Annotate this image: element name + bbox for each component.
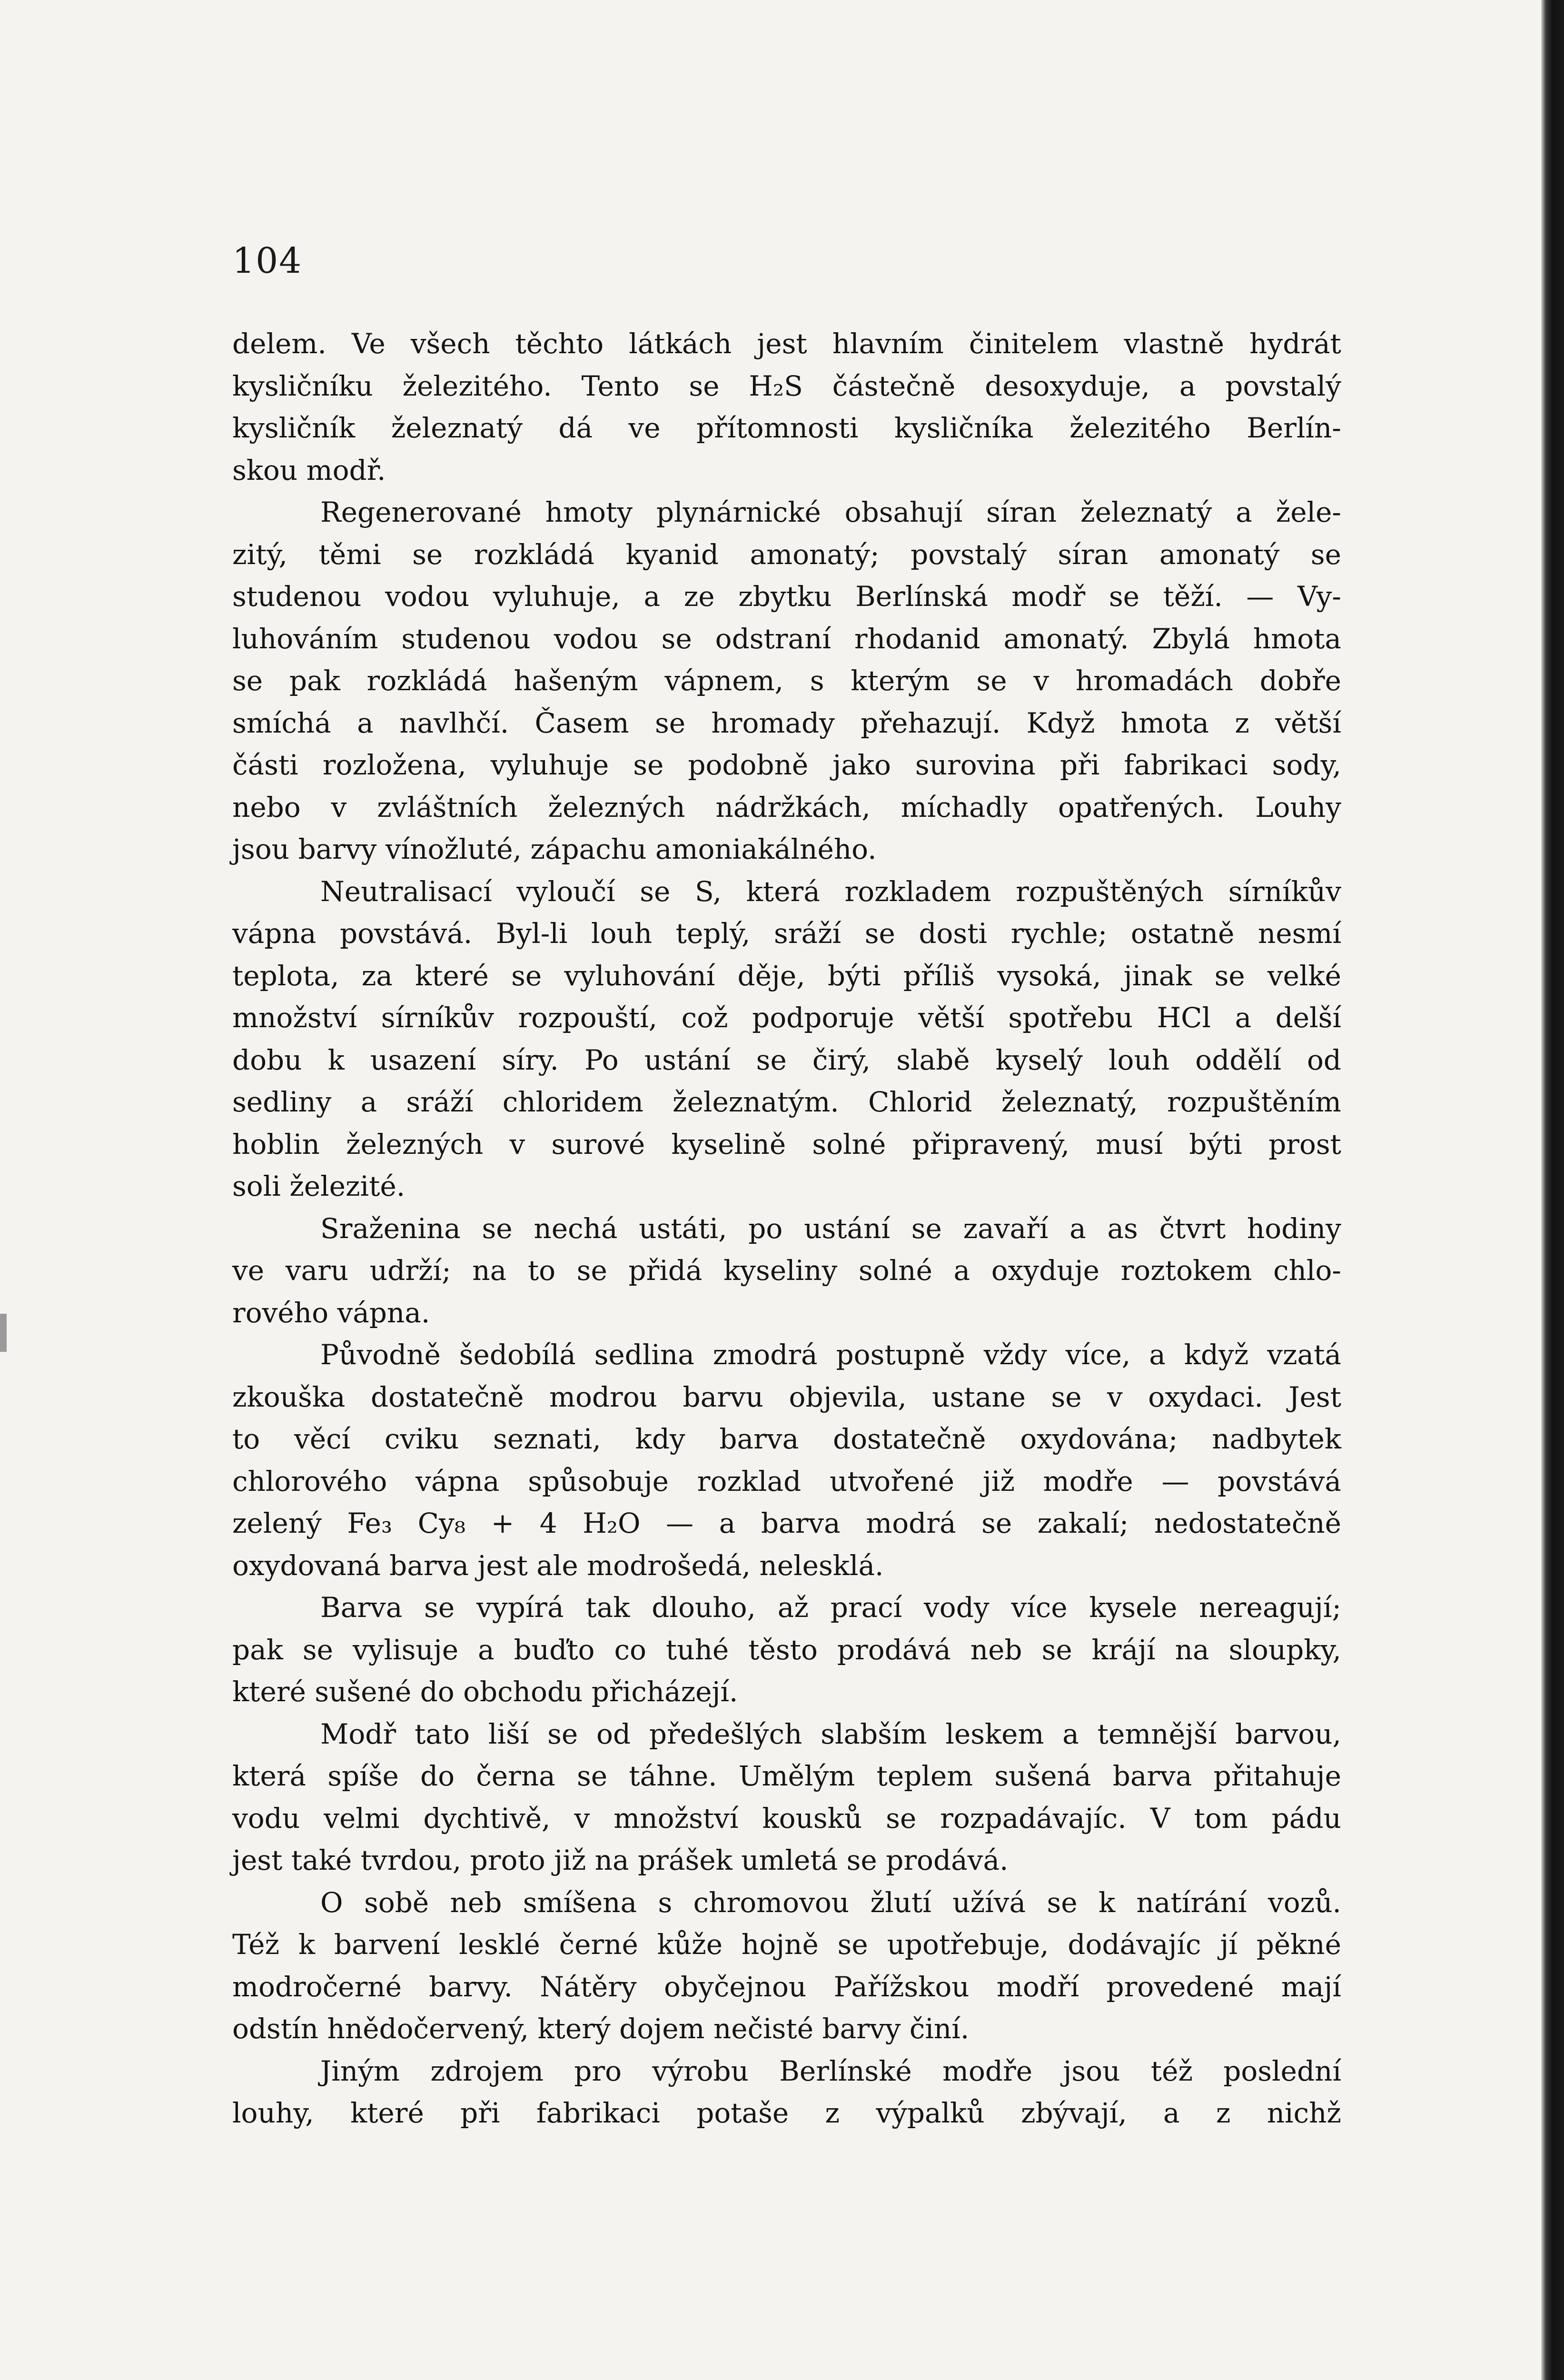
body-text [232,323,1341,2134]
text-line: zelený Fe₃ Cy₈ + 4 H₂O — a barva modrá se zakalí; nedostatečně [232,1507,1341,1539]
text-line: kysličníku železitého. Tento se H₂S částečně desoxyduje, a povstalý [232,369,1341,402]
text-line: Jiným zdrojem pro výrobu Berlínské modře jsou též poslední [320,2054,1341,2087]
scan-binding-edge [1541,0,1564,2380]
text-line: teplota, za které se vyluhování děje, býti příliš vysoká, jinak se velké [232,959,1341,992]
page-number: 104 [232,240,303,281]
text-line: zitý, těmi se rozkládá kyanid amonatý; povstalý síran amonatý se [232,538,1341,571]
text-line: zkouška dostatečně modrou barvu objevila, ustane se v oxydaci. Jest [232,1380,1341,1413]
text-line: louhy, které při fabrikaci potaše z výpalků zbývají, a z nichž [232,2097,1341,2129]
text-line: hoblin železných v surové kyselině solné připravený, musí býti prost [232,1128,1341,1160]
text-line: skou modř. [232,454,386,486]
text-line: části rozložena, vyluhuje se podobně jako surovina při fabrikaci sody, [232,749,1341,781]
text-line: ve varu udrží; na to se přidá kyseliny solné a oxyduje roztokem chlo- [232,1254,1341,1287]
text-line: smíchá a navlhčí. Časem se hromady přehazují. Když hmota z větší [232,706,1341,739]
text-line: O sobě neb smíšena s chromovou žlutí užívá se k natírání vozů. [320,1886,1341,1919]
text-line: modročerné barvy. Nátěry obyčejnou Pařížskou modří provedené mají [232,1970,1341,2003]
text-line: sedliny a sráží chloridem železnatým. Chlorid železnatý, rozpuštěním [232,1086,1341,1118]
text-line: vápna povstává. Byl-li louh teplý, sráží se dosti rychle; ostatně nesmí [232,917,1341,950]
scan-edge-mark [0,1314,7,1352]
text-line: chlorového vápna spůsobuje rozklad utvořené již modře — povstává [232,1465,1341,1497]
text-line: jsou barvy vínožluté, zápachu amoniakálného. [232,833,877,865]
text-line: dobu k usazení síry. Po ustání se čirý, slabě kyselý louh oddělí od [232,1043,1341,1076]
text-line: Neutralisací vyloučí se S, která rozkladem rozpuštěných sírníkův [320,875,1341,908]
text-line: odstín hnědočervený, který dojem nečisté barvy činí. [232,2013,970,2045]
text-line: luhováním studenou vodou se odstraní rhodanid amonatý. Zbylá hmota [232,622,1341,655]
text-line: Sraženina se nechá ustáti, po ustání se zavaří a as čtvrt hodiny [320,1212,1341,1245]
text-line: Barva se vypírá tak dlouho, až prací vody více kysele nereagují; [320,1591,1341,1624]
text-line: soli železité. [232,1170,406,1202]
text-line: to věcí cviku seznati, kdy barva dostatečně oxydována; nadbytek [232,1423,1341,1455]
text-line: vodu velmi dychtivě, v množství kousků se rozpadávajíc. V tom pádu [232,1802,1341,1835]
text-line: které sušené do obchodu přicházejí. [232,1676,738,1708]
text-line: pak se vylisuje a buďto co tuhé těsto prodává neb se krájí na sloupky, [232,1633,1341,1666]
text-line: jest také tvrdou, proto již na prášek umletá se prodává. [232,1844,1009,1876]
text-line: se pak rozkládá hašeným vápnem, s kterým se v hromadách dobře [232,664,1341,697]
text-line: Též k barvení lesklé černé kůže hojně se upotřebuje, dodávajíc jí pěkné [232,1928,1341,1961]
text-line: která spíše do černa se táhne. Umělým teplem sušená barva přitahuje [232,1760,1341,1792]
text-line: Původně šedobílá sedlina zmodrá postupně vždy více, a když vzatá [320,1339,1341,1371]
text-line: Regenerované hmoty plynárnické obsahují síran železnatý a žele- [320,496,1341,528]
text-line: množství sírníkův rozpouští, což podporuje větší spotřebu HCl a delší [232,1002,1341,1034]
text-line: delem. Ve všech těchto látkách jest hlavním činitelem vlastně hydrát [232,327,1341,360]
text-line: Modř tato liší se od předešlých slabším leskem a temnější barvou, [320,1717,1341,1750]
text-line: studenou vodou vyluhuje, a ze zbytku Berlínská modř se těží. — Vy- [232,580,1341,613]
text-line: oxydovaná barva jest ale modrošedá, nelesklá. [232,1549,884,1582]
text-line: rového vápna. [232,1296,430,1329]
text-line: nebo v zvláštních železných nádržkách, míchadly opatřených. Louhy [232,791,1341,823]
text-line: kysličník železnatý dá ve přítomnosti kysličníka železitého Berlín- [232,412,1341,444]
